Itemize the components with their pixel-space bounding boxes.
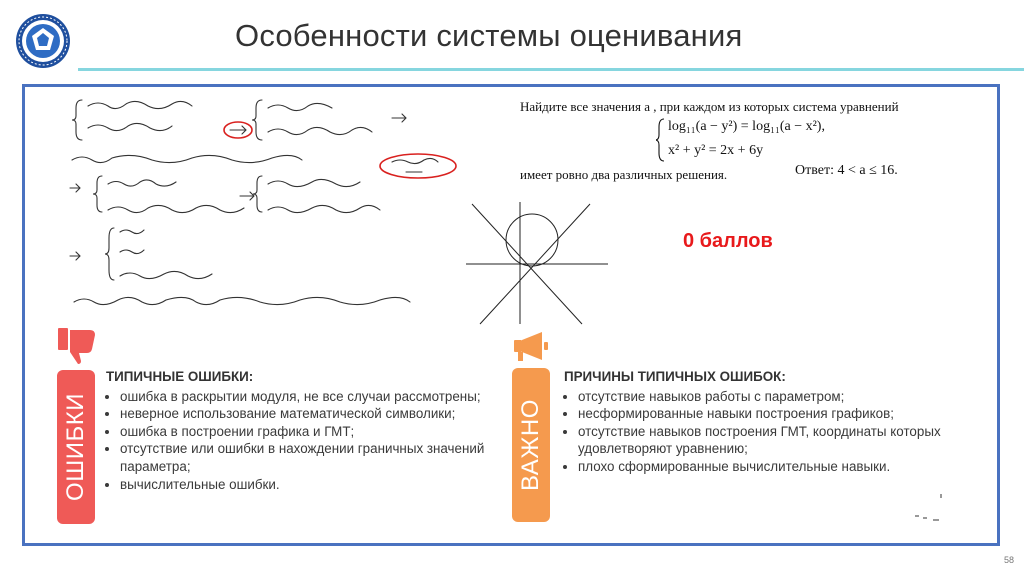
list-item: • вычислительные ошибки. bbox=[120, 476, 516, 494]
errors-tab bbox=[57, 370, 95, 524]
problem-text-line1: Найдите все значения a , при каждом из которых система уравнений bbox=[520, 99, 899, 114]
graph-sketch bbox=[458, 198, 618, 328]
list-item: • неверное использование математической символики; bbox=[120, 405, 516, 423]
thumbs-down-icon bbox=[56, 326, 100, 364]
error-causes-block bbox=[564, 368, 954, 476]
megaphone-icon bbox=[512, 330, 552, 364]
score-label: 0 баллов bbox=[683, 230, 773, 252]
typical-errors-heading: ТИПИЧНЫЕ ОШИБКИ: bbox=[106, 369, 254, 384]
problem-statement bbox=[520, 99, 940, 189]
decorative-marks bbox=[905, 492, 945, 526]
list-item: • ошибка в построении графика и ГМТ; bbox=[120, 423, 516, 441]
list-item: • отсутствие навыков работы с параметром; bbox=[578, 388, 954, 406]
page-number: 58 bbox=[1004, 555, 1015, 565]
list-item: • отсутствие или ошибки в нахождении граничных значений параметра; bbox=[120, 440, 516, 475]
problem-answer: Ответ: 4 < a ≤ 16. bbox=[795, 163, 898, 178]
important-tab bbox=[512, 368, 550, 522]
slide-title: Особенности системы оценивания bbox=[235, 18, 743, 53]
error-causes-list bbox=[564, 388, 954, 476]
organization-logo bbox=[14, 12, 72, 70]
error-causes-heading: ПРИЧИНЫ ТИПИЧНЫХ ОШИБОК: bbox=[564, 369, 786, 384]
list-item: • ошибка в раскрытии модуля, не все случаи рассмотрены; bbox=[120, 388, 516, 406]
typical-errors-list bbox=[106, 388, 516, 494]
handwritten-solution-image bbox=[62, 92, 462, 324]
title-underline bbox=[78, 68, 1024, 71]
list-item: • несформированные навыки построения графиков; bbox=[578, 405, 954, 423]
errors-tab-label: ОШИБКИ bbox=[62, 393, 89, 501]
problem-text-line2: имеет ровно два различных решения. bbox=[520, 167, 728, 182]
list-item: • плохо сформированные вычислительные навыки. bbox=[578, 458, 954, 476]
equation-2: x² + y² = 2x + 6y bbox=[668, 143, 764, 158]
equation-1: log₁₁(a − y²) = log₁₁(a − x²), bbox=[668, 119, 825, 134]
typical-errors-block bbox=[106, 368, 516, 493]
important-tab-label: ВАЖНО bbox=[517, 399, 544, 491]
list-item: • отсутствие навыков построения ГМТ, координаты которых удовлетворяют уравнению; bbox=[578, 423, 954, 458]
